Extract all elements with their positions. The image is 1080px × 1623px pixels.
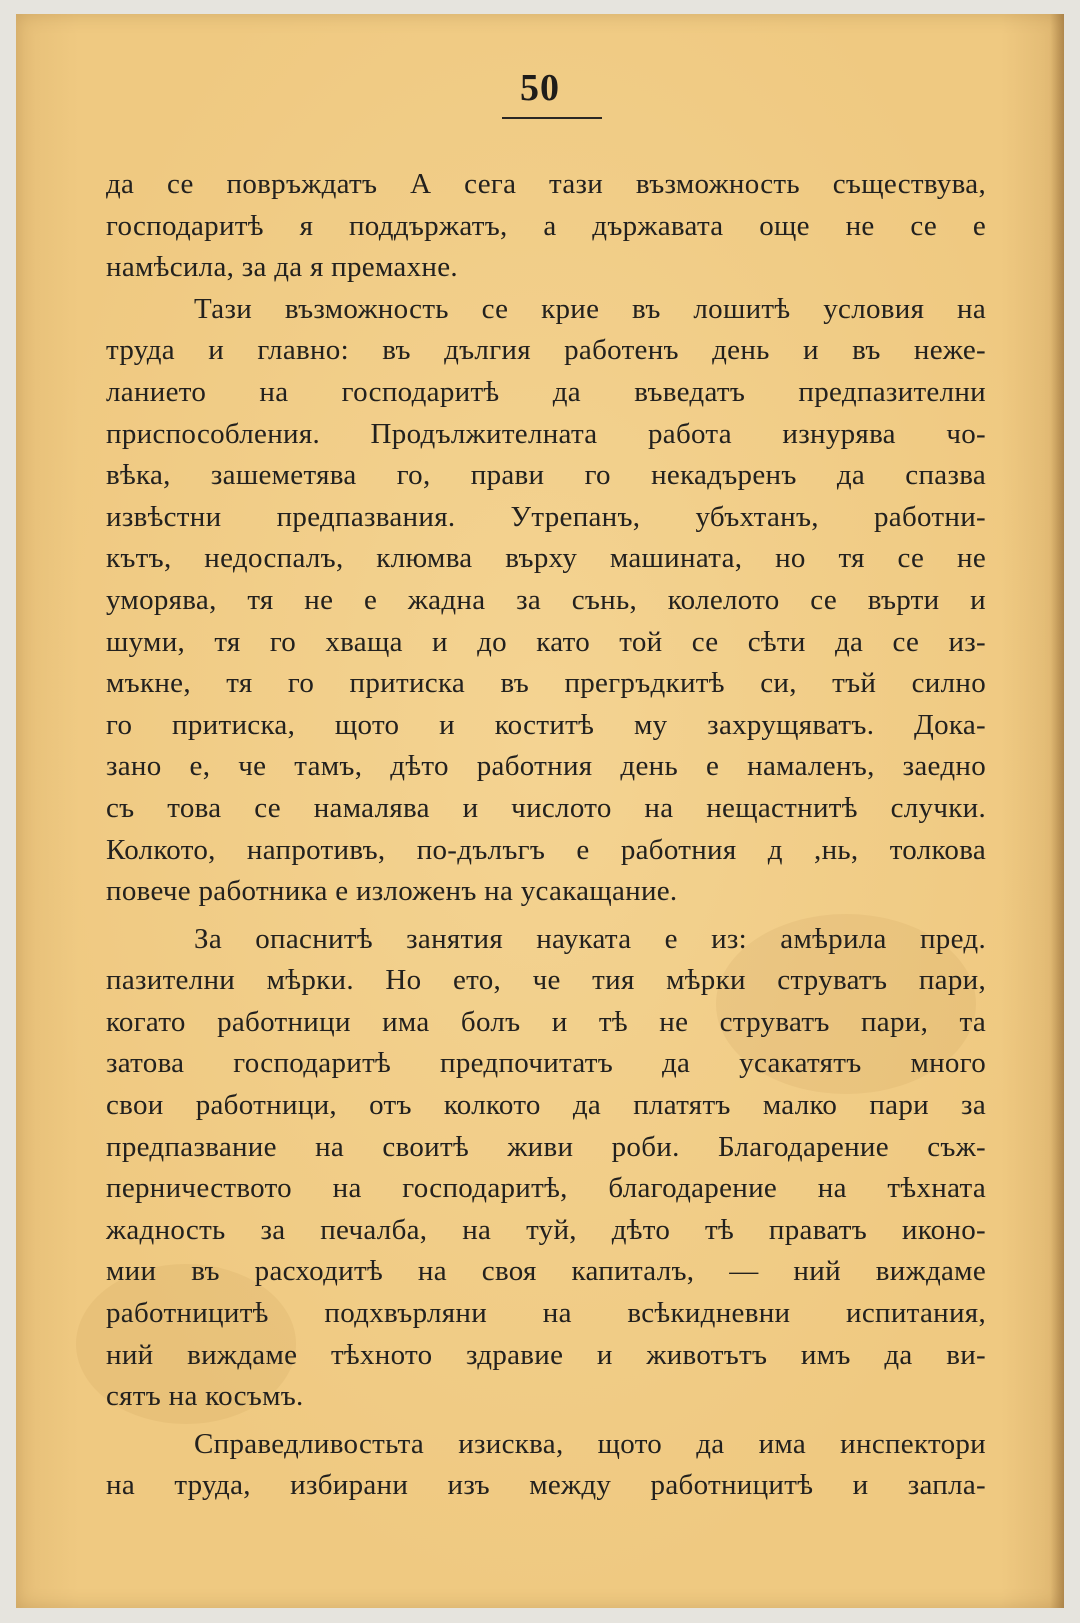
text-line: перничеството на господаритѣ, благодарение на тѣхната xyxy=(106,1172,986,1205)
text-line: повече работника е изложенъ на усакащание. xyxy=(106,875,678,908)
text-line: извѣстни предпазвания. Утрепанъ, убъхтанъ, работни- xyxy=(106,500,986,533)
body-text xyxy=(106,164,986,1507)
text-line: работницитѣ подхвърляни на всѣкидневни испитания, xyxy=(106,1297,986,1330)
text-line: да се повръждатъ А сега тази възможность съществува, xyxy=(106,168,986,200)
text-line: приспособления. Продължителната работа изнурява чо- xyxy=(106,417,986,450)
text-line: зано е, че тамъ, дѣто работния день е намаленъ, заедно xyxy=(106,750,986,783)
text-line: жадность за печалба, на туй, дѣто тѣ праватъ иконо- xyxy=(106,1213,986,1246)
text-line: Справедливостьта изисква, щото да има инспектори xyxy=(194,1427,986,1460)
text-line: пазителни мѣрки. Но ето, че тия мѣрки струватъ пари, xyxy=(106,964,986,997)
text-line: труда и главно: въ дългия работенъ день и въ неже- xyxy=(106,334,986,367)
text-line: мии въ расходитѣ на своя капиталъ, — ний виждаме xyxy=(106,1255,986,1288)
page-number: 50 xyxy=(520,67,560,109)
page-number-rule xyxy=(502,117,602,119)
text-line: предпазвание на своитѣ живи роби. Благодарение съж- xyxy=(106,1130,986,1163)
text-line: Тази възможность се крие въ лошитѣ условия на xyxy=(194,292,986,325)
text-line: мъкне, тя го притиска въ прегръдкитѣ си, тъй силно xyxy=(106,667,986,700)
page-edge-shadow xyxy=(1050,14,1064,1608)
text-line: господаритѣ я поддържатъ, а държавата още не се е xyxy=(106,209,986,242)
text-line: Колкото, напротивъ, по-дълъгъ е работния д ,нь, толкова xyxy=(106,833,986,866)
text-line: вѣка, зашеметява го, прави го некадъренъ да спазва xyxy=(106,459,986,492)
text-line: ланието на господаритѣ да въведатъ предпазителни xyxy=(106,375,986,408)
text-line: затова господаритѣ предпочитатъ да усакатятъ много xyxy=(106,1047,986,1080)
text-line: намѣсила, за да я премахне. xyxy=(106,251,458,284)
text-line: За опаснитѣ занятия науката е из: амѣрила пред. xyxy=(194,922,986,955)
text-line: шуми, тя го хваща и до като той се сѣти да се из- xyxy=(106,625,986,658)
text-line: свои работници, отъ колкото да платятъ малко пари за xyxy=(106,1089,986,1122)
text-line: съ това се намалява и числото на нещастнитѣ случки. xyxy=(106,791,986,824)
text-line: ний виждаме тѣхното здравие и животътъ имъ да ви- xyxy=(106,1338,986,1371)
book-page xyxy=(16,14,1064,1608)
text-line: уморява, тя не е жадна за сънь, колелото се върти и xyxy=(106,583,986,616)
text-line: когато работници има болъ и тѣ не струватъ пари, та xyxy=(106,1005,986,1038)
text-line: го притиска, щото и коститѣ му захрущяватъ. Дока- xyxy=(106,708,986,741)
text-line: на труда, избирани изъ между работницитѣ и запла- xyxy=(106,1469,986,1502)
text-line: кътъ, недоспалъ, клюмва върху машината, но тя се не xyxy=(106,542,986,575)
text-line: сятъ на косъмъ. xyxy=(106,1380,304,1413)
